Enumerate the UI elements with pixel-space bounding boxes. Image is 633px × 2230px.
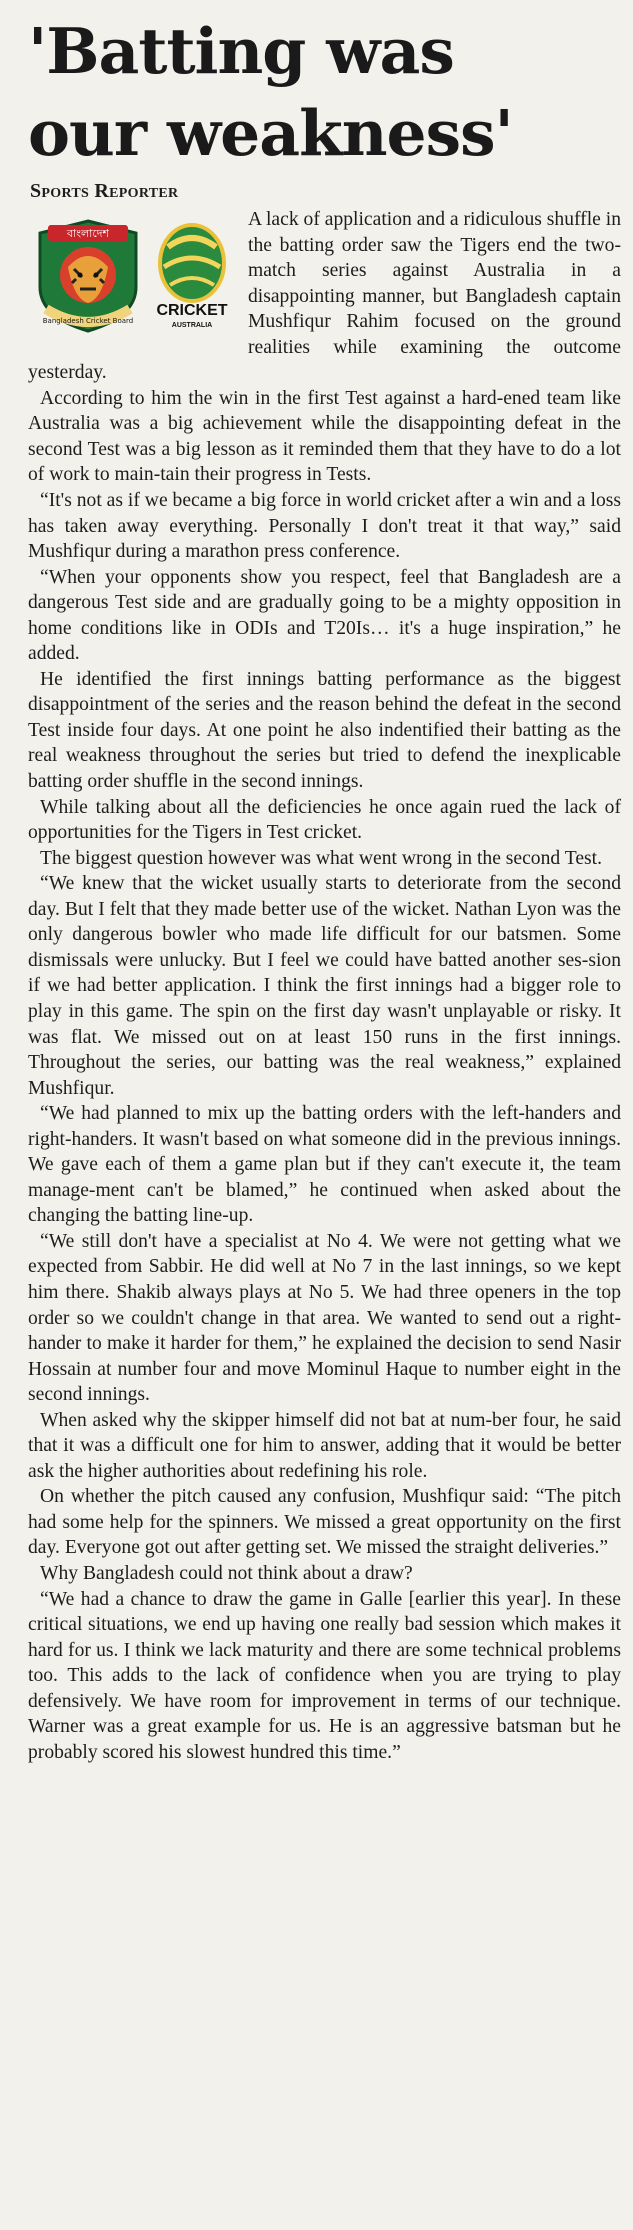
paragraph-5: He identified the first innings batting performance as the biggest disappointment of the series and the reason behind the defeat in the second Test inside four days. At one point he also indentified their batting as the real weakness throughout the series but tried to defend the inexplicable batting order shuffle in the second innings. [28, 668, 621, 793]
headline-line-2: our weakness' [28, 96, 513, 170]
paragraph-8: “We knew that the wicket usually starts to deteriorate from the second day. But I felt that they made better use of the wicket. Nathan Lyon was the only dangerous bowler who made life difficult for our batsmen. Some dismissals were unlucky. But I feel we could have batted another ses-sion if we had better application. I think the first innings had a bigger role to play in this game. The spin on the first day wasn't unplayable or risky. It was flat. We missed out on at least 150 runs in the first innings. Throughout the series, our batting was the real weakness,” explained Mushfiqur. [28, 873, 621, 1099]
bcb-logo-bottom-text: Bangladesh Cricket Board [42, 317, 134, 325]
headline [28, 10, 621, 174]
paragraph-11: When asked why the skipper himself did not bat at num-ber four, he said that it was a difficult one for him to answer, adding that it would be better ask the higher authorities about redefining his role. [28, 1409, 621, 1482]
headline-line-1: 'Batting was [28, 14, 454, 88]
paragraph-12: On whether the pitch caused any confusion, Mushfiqur said: “The pitch had some help for the spinners. We missed a great opportunity on the first day. Everyone got out after getting set. We missed the straight deliveries.” [28, 1486, 621, 1559]
article-body [28, 207, 621, 1765]
paragraph-6: While talking about all the deficiencies he once again rued the lack of opportunities for the Tigers in Test cricket. [28, 796, 621, 844]
paragraph-1: A lack of application and a ridiculous shuffle in the batting order saw the Tigers end the two-match series against Australia in a disappointing manner, but Bangladesh captain Mushfiqur Rahim focused on the ground realities while examining the outcome yesterday. [28, 209, 621, 384]
cricket-australia-logo [148, 223, 236, 331]
paragraph-14: “We had a chance to draw the game in Galle [earlier this year]. In these critical situations, we end up having one really bad session which makes it hard for us. I think we lack maturity and there are some technical problems too. This adds to the lack of confidence when you are trying to play defensively. We have room for improvement in terms of our technique. Warner was a great example for us. He is an aggressive batsman but he probably scored his slowest hundred this time.” [28, 1588, 621, 1763]
newspaper-clipping [0, 10, 633, 2230]
paragraph-2: According to him the win in the first Test against a hard-ened team like Australia was a big achievement while the disappointing defeat in the second Test was a big lesson as it reminded them that they have to do a lot of work to main-tain their progress in Tests. [28, 387, 621, 486]
byline: Sports Reporter [30, 180, 179, 202]
bangladesh-cricket-board-logo [32, 217, 144, 335]
paragraph-9: “We had planned to mix up the batting orders with the left-handers and right-handers. It wasn't based on what someone did in the previous innings. We gave each of them a game plan but if they can't execute it, the team manage-ment can't be blamed,” he continued when asked about the changing the batting line-up. [28, 1103, 621, 1227]
paragraph-4: “When your opponents show you respect, feel that Bangladesh are a dangerous Test side and are gradually going to be a mighty opposition in home conditions like in ODIs and T20Is… it's a huge inspiration,” he added. [28, 566, 621, 665]
ca-logo-text: CRICKET [156, 302, 228, 319]
paragraph-3: “It's not as if we became a big force in world cricket after a win and a loss has taken away everything. Personally I don't treat it that way,” said Mushfiqur during a marathon press conference. [28, 490, 621, 563]
ca-logo-subtext: AUSTRALIA [171, 322, 213, 329]
team-logos [28, 213, 238, 339]
bcb-logo-top-text: বাংলাদেশ [66, 227, 110, 240]
paragraph-10: “We still don't have a specialist at No 4. We were not getting what we expected from Sabbir. He did well at No 7 in the last innings, so we kept him there. Shakib always plays at No 5. We had three openers in the top order so we couldn't change in that area. We wanted to send out a right-hander to make it harder for them,” he explained the decision to send Nasir Hossain at number four and move Mominul Haque to number eight in the second innings. [28, 1230, 621, 1406]
paragraph-7: The biggest question however was what went wrong in the second Test. [40, 847, 603, 869]
paragraph-13: Why Bangladesh could not think about a draw? [40, 1562, 413, 1584]
